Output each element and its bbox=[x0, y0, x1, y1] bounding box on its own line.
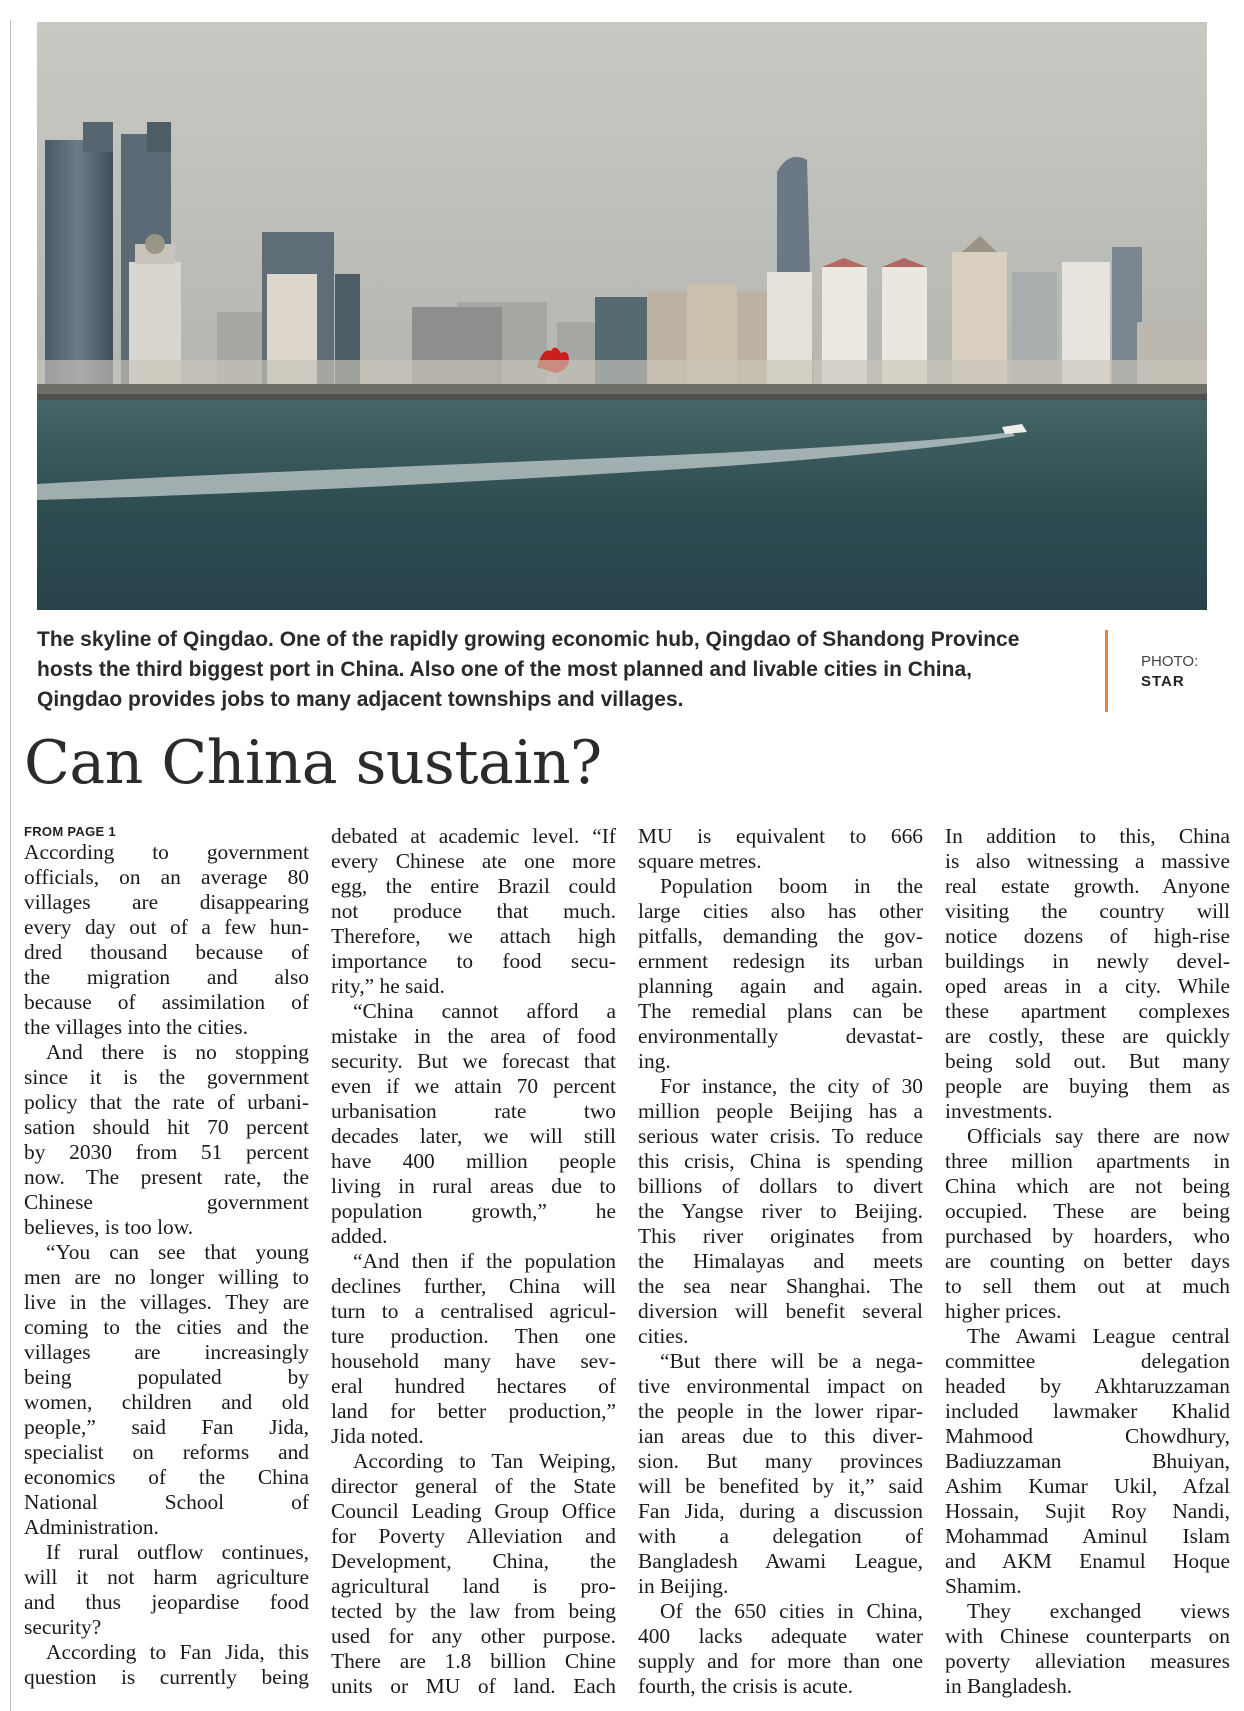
body-text-line: buildings in newly devel- bbox=[945, 949, 1230, 973]
body-text-line: Of the 650 cities in China, bbox=[660, 1599, 923, 1623]
body-text-line: ing. bbox=[638, 1049, 671, 1073]
body-text-line: Jida noted. bbox=[331, 1424, 424, 1448]
body-text-line: added. bbox=[331, 1224, 388, 1248]
body-text-line: mistake in the area of food bbox=[331, 1024, 616, 1048]
body-text-line: have 400 million people bbox=[331, 1149, 616, 1173]
body-text-line: now. The present rate, the bbox=[24, 1165, 309, 1189]
body-text-line: villages are increasingly bbox=[24, 1340, 309, 1364]
body-text-line: fourth, the crisis is acute. bbox=[638, 1674, 854, 1698]
body-text-line: If rural outflow continues, bbox=[46, 1540, 309, 1564]
body-text-line: visiting the country will bbox=[945, 899, 1230, 923]
photo-caption bbox=[37, 625, 1077, 715]
body-text-line: policy that the rate of urbani- bbox=[24, 1090, 309, 1114]
body-text-line: This river originates from bbox=[638, 1224, 923, 1248]
caption-line: hosts the third biggest port in China. Also one of the most planned and livable cities in China, bbox=[37, 658, 972, 681]
column-lines bbox=[331, 824, 616, 1699]
body-text-line: coming to the cities and the bbox=[24, 1315, 309, 1339]
body-text-line: not produce that much. bbox=[331, 899, 616, 923]
body-text-line: with Chinese counterparts on bbox=[945, 1624, 1230, 1648]
body-text-line: people,” said Fan Jida, bbox=[24, 1415, 309, 1439]
column-lines bbox=[945, 824, 1230, 1699]
body-text-line: importance to food secu- bbox=[331, 949, 616, 973]
body-text-line: environmentally devastat- bbox=[638, 1024, 923, 1048]
body-text-line: included lawmaker Khalid bbox=[945, 1399, 1230, 1423]
body-text-line: economics of the China bbox=[24, 1465, 309, 1489]
body-text-line: will it not harm agriculture bbox=[24, 1565, 309, 1589]
body-text-line: diversion will benefit several bbox=[638, 1299, 923, 1323]
body-text-line: egg, the entire Brazil could bbox=[331, 874, 616, 898]
column-lines bbox=[24, 840, 309, 1690]
body-text-line: tive environmental impact on bbox=[638, 1374, 923, 1398]
body-text-line: people are buying them as bbox=[945, 1074, 1230, 1098]
body-text-line: and AKM Enamul Hoque bbox=[945, 1549, 1230, 1573]
body-text-line: to sell them out at much bbox=[945, 1274, 1230, 1298]
body-text-line: square metres. bbox=[638, 849, 762, 873]
body-text-line: security. But we forecast that bbox=[331, 1049, 616, 1073]
body-text-line: declines further, China will bbox=[331, 1274, 616, 1298]
body-text-line: Development, China, the bbox=[331, 1549, 616, 1573]
body-text-line: MU is equivalent to 666 bbox=[638, 824, 923, 848]
body-text-line: these apartment complexes bbox=[945, 999, 1230, 1023]
body-text-line: The remedial plans can be bbox=[638, 999, 923, 1023]
body-text-line: Ashim Kumar Ukil, Afzal bbox=[945, 1474, 1230, 1498]
body-text-line: They exchanged views bbox=[967, 1599, 1230, 1623]
body-text-line: the villages into the cities. bbox=[24, 1015, 248, 1039]
body-text-line: eral hundred hectares of bbox=[331, 1374, 616, 1398]
body-text-line: director general of the State bbox=[331, 1474, 616, 1498]
body-text-line: turn to a centralised agricul- bbox=[331, 1299, 616, 1323]
photo-credit bbox=[1141, 652, 1198, 692]
body-text-line: Council Leading Group Office bbox=[331, 1499, 616, 1523]
body-text-line: because of assimilation of bbox=[24, 990, 309, 1014]
caption-line: The skyline of Qingdao. One of the rapidly growing economic hub, Qingdao of Shandong Province bbox=[37, 628, 1020, 651]
body-text-line: Chinese government bbox=[24, 1190, 309, 1214]
body-text-line: even if we attain 70 percent bbox=[331, 1074, 616, 1098]
body-text-line: real estate growth. Anyone bbox=[945, 874, 1230, 898]
body-text-line: believes, is too low. bbox=[24, 1215, 194, 1239]
body-text-line: investments. bbox=[945, 1099, 1053, 1123]
body-text-line: will be benefited by it,” said bbox=[638, 1474, 923, 1498]
credit-divider bbox=[1105, 630, 1108, 712]
body-text-line: dred thousand because of bbox=[24, 940, 309, 964]
body-text-line: in Bangladesh. bbox=[945, 1674, 1073, 1698]
body-text-line: the sea near Shanghai. The bbox=[638, 1274, 923, 1298]
body-text-line: And there is no stopping bbox=[46, 1040, 309, 1064]
body-text-line: Fan Jida, during a discussion bbox=[638, 1499, 923, 1523]
body-text-line: Mohammad Aminul Islam bbox=[945, 1524, 1230, 1548]
credit-label: PHOTO: bbox=[1141, 653, 1199, 670]
body-text-line: by 2030 from 51 percent bbox=[24, 1140, 309, 1164]
body-text-line: The Awami League central bbox=[967, 1324, 1230, 1348]
body-text-line: According to government bbox=[24, 840, 309, 864]
body-text-line: security? bbox=[24, 1615, 102, 1639]
body-text-line: used for any other purpose. bbox=[331, 1624, 616, 1648]
body-text-line: According to Tan Weiping, bbox=[353, 1449, 616, 1473]
body-text-line: National School of bbox=[24, 1490, 309, 1514]
city-skyline-photo bbox=[37, 22, 1207, 610]
body-text-line: population growth,” he bbox=[331, 1199, 616, 1223]
body-text-line: the migration and also bbox=[24, 965, 309, 989]
body-text-line: Bangladesh Awami League, bbox=[638, 1549, 923, 1573]
body-text-line: “And then if the population bbox=[353, 1249, 616, 1273]
body-text-line: According to Fan Jida, this bbox=[46, 1640, 309, 1664]
body-text-line: officials, on an average 80 bbox=[24, 865, 309, 889]
body-text-line: poverty alleviation measures bbox=[945, 1649, 1230, 1673]
body-text-line: notice dozens of high-rise bbox=[945, 924, 1230, 948]
body-text-line: large cities also has other bbox=[638, 899, 923, 923]
body-text-line: every Chinese ate one more bbox=[331, 849, 616, 873]
caption-line: Qingdao provides jobs to many adjacent townships and villages. bbox=[37, 688, 684, 711]
body-text-line: “China cannot afford a bbox=[353, 999, 616, 1023]
body-text-line: Hossain, Sujit Roy Nandi, bbox=[945, 1499, 1230, 1523]
continuation-kicker: FROM PAGE 1 bbox=[24, 824, 116, 839]
body-text-line: headed by Akhtaruzzaman bbox=[945, 1374, 1230, 1398]
body-text-line: There are 1.8 billion Chine bbox=[331, 1649, 616, 1673]
body-text-line: sation should hit 70 percent bbox=[24, 1115, 309, 1139]
body-text-line: men are no longer willing to bbox=[24, 1265, 309, 1289]
body-text-line: Badiuzzaman Bhuiyan, bbox=[945, 1449, 1230, 1473]
body-text-line: are counting on better days bbox=[945, 1249, 1230, 1273]
body-text-line: since it is the government bbox=[24, 1065, 309, 1089]
body-text-line: Population boom in the bbox=[660, 874, 923, 898]
body-text-line: is also witnessing a massive bbox=[945, 849, 1230, 873]
body-text-line: In addition to this, China bbox=[945, 824, 1230, 848]
credit-source: STAR bbox=[1141, 673, 1185, 690]
body-text-line: serious water crisis. To reduce bbox=[638, 1124, 923, 1148]
body-text-line: pitfalls, demanding the gov- bbox=[638, 924, 923, 948]
body-text-line: the people in the lower ripar- bbox=[638, 1399, 923, 1423]
body-text-line: household many have sev- bbox=[331, 1349, 616, 1373]
body-text-line: “You can see that young bbox=[46, 1240, 309, 1264]
body-text-line: living in rural areas due to bbox=[331, 1174, 616, 1198]
body-text-line: oped areas in a city. While bbox=[945, 974, 1230, 998]
body-text-line: for Poverty Alleviation and bbox=[331, 1524, 616, 1548]
body-text-line: rity,” he said. bbox=[331, 974, 445, 998]
body-text-line: with a delegation of bbox=[638, 1524, 923, 1548]
body-text-line: 400 lacks adequate water bbox=[638, 1624, 923, 1648]
column-lines bbox=[638, 824, 923, 1699]
body-text-line: this crisis, China is spending bbox=[638, 1149, 923, 1173]
body-text-line: tected by the law from being bbox=[331, 1599, 616, 1623]
article-column-3 bbox=[638, 824, 923, 1699]
body-text-line: land for better production,” bbox=[331, 1399, 616, 1423]
body-text-line: debated at academic level. “If bbox=[331, 824, 616, 848]
body-text-line: women, children and old bbox=[24, 1390, 309, 1414]
body-text-line: and thus jeopardise food bbox=[24, 1590, 309, 1614]
body-text-line: three million apartments in bbox=[945, 1149, 1230, 1173]
body-text-line: being populated by bbox=[24, 1365, 309, 1389]
body-text-line: live in the villages. They are bbox=[24, 1290, 309, 1314]
body-text-line: million people Beijing has a bbox=[638, 1099, 923, 1123]
article-column-4 bbox=[945, 824, 1230, 1699]
body-text-line: the Yangse river to Beijing. bbox=[638, 1199, 923, 1223]
body-text-line: For instance, the city of 30 bbox=[660, 1074, 923, 1098]
body-text-line: sion. But many provinces bbox=[638, 1449, 923, 1473]
skyline-photo bbox=[37, 22, 1207, 610]
body-text-line: ture production. Then one bbox=[331, 1324, 616, 1348]
body-text-line: occupied. These are being bbox=[945, 1199, 1230, 1223]
body-text-line: Mahmood Chowdhury, bbox=[945, 1424, 1230, 1448]
body-text-line: specialist on reforms and bbox=[24, 1440, 309, 1464]
body-text-line: units or MU of land. Each bbox=[331, 1674, 616, 1698]
headline: Can China sustain? bbox=[24, 728, 602, 798]
body-text-line: China which are not being bbox=[945, 1174, 1230, 1198]
body-text-line: Shamim. bbox=[945, 1574, 1022, 1598]
body-text-line: “But there will be a nega- bbox=[660, 1349, 923, 1373]
body-text-line: purchased by hoarders, who bbox=[945, 1224, 1230, 1248]
body-text-line: villages are disappearing bbox=[24, 890, 309, 914]
body-text-line: Officials say there are now bbox=[967, 1124, 1230, 1148]
article-column-2 bbox=[331, 824, 616, 1699]
body-text-line: decades later, we will still bbox=[331, 1124, 616, 1148]
body-text-line: every day out of a few hun- bbox=[24, 915, 309, 939]
body-text-line: higher prices. bbox=[945, 1299, 1062, 1323]
body-text-line: in Beijing. bbox=[638, 1574, 729, 1598]
page-column-rule bbox=[10, 20, 11, 1711]
body-text-line: planning again and again. bbox=[638, 974, 923, 998]
body-text-line: cities. bbox=[638, 1324, 689, 1348]
body-text-line: ian areas due to this diver- bbox=[638, 1424, 923, 1448]
body-text-line: urbanisation rate two bbox=[331, 1099, 616, 1123]
body-text-line: committee delegation bbox=[945, 1349, 1230, 1373]
body-text-line: agricultural land is pro- bbox=[331, 1574, 616, 1598]
body-text-line: supply and for more than one bbox=[638, 1649, 923, 1673]
body-text-line: are costly, these are quickly bbox=[945, 1024, 1230, 1048]
body-text-line: question is currently being bbox=[24, 1665, 309, 1689]
body-text-line: the Himalayas and meets bbox=[638, 1249, 923, 1273]
body-text-line: ernment redesign its urban bbox=[638, 949, 923, 973]
body-text-line: Administration. bbox=[24, 1515, 159, 1539]
article-column-1 bbox=[24, 824, 309, 1690]
body-text-line: being sold out. But many bbox=[945, 1049, 1230, 1073]
body-text-line: billions of dollars to divert bbox=[638, 1174, 923, 1198]
body-text-line: Therefore, we attach high bbox=[331, 924, 616, 948]
